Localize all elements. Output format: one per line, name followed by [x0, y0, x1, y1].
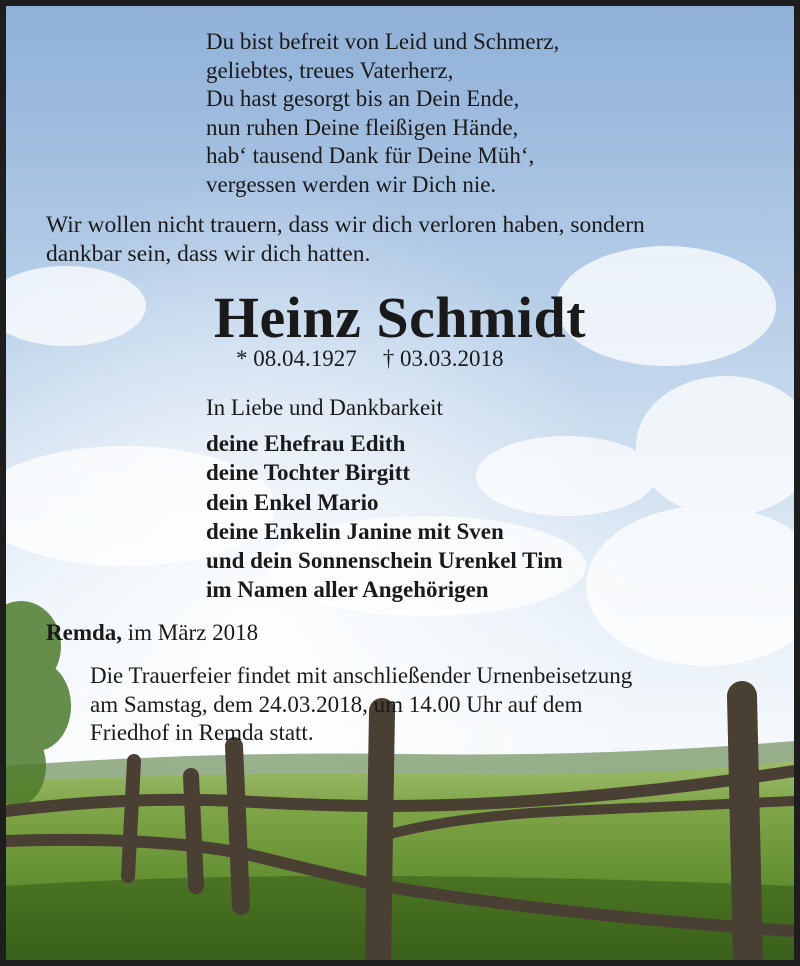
- notice-text: [6, 6, 794, 960]
- poem-line: Du bist befreit von Leid und Schmerz,: [206, 29, 560, 54]
- mourners-list: [206, 429, 563, 605]
- poem-line: nun ruhen Deine fleißigen Hände,: [206, 114, 519, 140]
- quote: [46, 211, 645, 268]
- poem-line: vergessen werden wir Dich nie.: [206, 171, 497, 197]
- place-date: im März 2018: [127, 620, 259, 645]
- mourner-line: deine Tochter Birgitt: [206, 460, 411, 486]
- place-town: Remda,: [46, 620, 123, 645]
- death-date: † 03.03.2018: [382, 346, 504, 371]
- mourner-line: deine Enkelin Janine mit Sven: [206, 518, 504, 544]
- poem-line: hab‘ tausend Dank für Deine Müh‘,: [206, 143, 535, 168]
- quote-line: dankbar sein, dass wir dich hatten.: [46, 240, 371, 267]
- funeral-info: [90, 662, 632, 748]
- mourner-line: dein Enkel Mario: [206, 489, 379, 515]
- quote-line: Wir wollen nicht trauern, dass wir dich verloren haben, sondern: [46, 212, 645, 238]
- poem-line: Du hast gesorgt bis an Dein Ende,: [206, 86, 520, 111]
- funeral-line: Friedhof in Remda statt.: [90, 720, 314, 745]
- funeral-line: Die Trauerfeier findet mit anschließender Urnenbeisetzung: [90, 663, 633, 688]
- mourner-line: und dein Sonnenschein Urenkel Tim: [206, 548, 563, 574]
- mourners-intro: In Liebe und Dankbarkeit: [206, 395, 443, 420]
- life-dates: [236, 346, 504, 372]
- place-and-date: [46, 620, 258, 646]
- funeral-line: am Samstag, dem 24.03.2018, um 14.00 Uhr auf dem: [90, 691, 583, 717]
- deceased-name: Heinz Schmidt: [213, 285, 587, 350]
- mourner-line: deine Ehefrau Edith: [206, 431, 406, 456]
- poem-line: geliebtes, treues Vaterherz,: [206, 57, 454, 83]
- mourner-line: im Namen aller Angehörigen: [206, 577, 489, 603]
- birth-date: * 08.04.1927: [236, 346, 357, 371]
- poem: [206, 28, 559, 199]
